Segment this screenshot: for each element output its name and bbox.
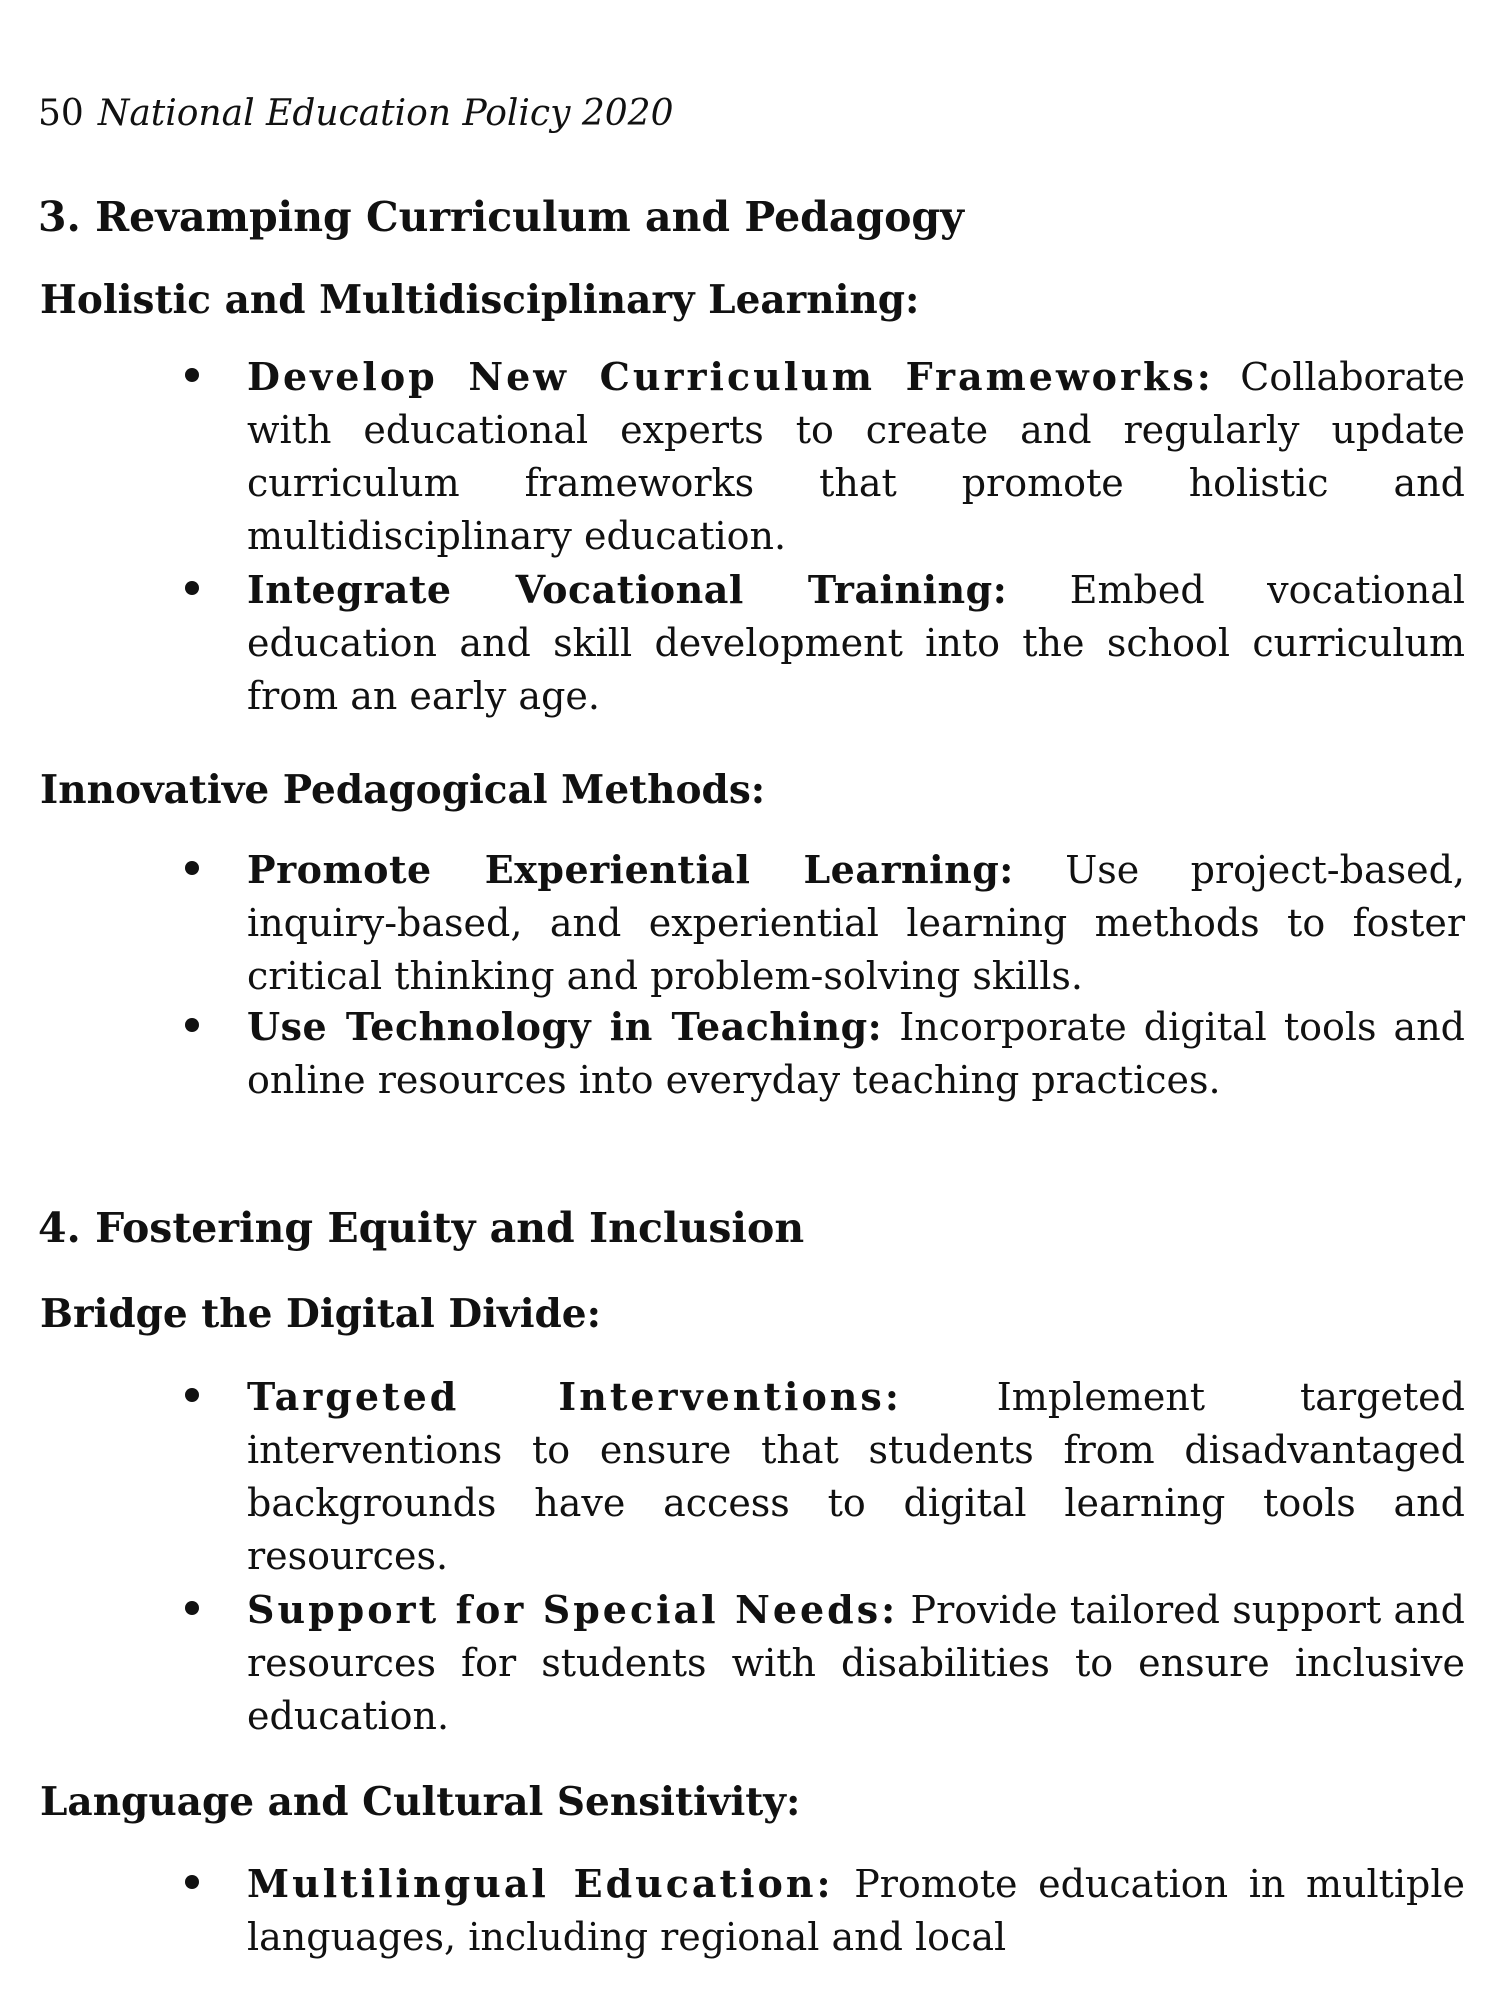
subsection-heading: Innovative Pedagogical Methods: <box>40 767 766 813</box>
bullet-icon <box>185 581 199 595</box>
bullet-icon <box>185 861 199 875</box>
subsection-heading: Language and Cultural Sensitivity: <box>40 1779 801 1825</box>
list-item <box>185 563 1465 723</box>
bullet-icon <box>185 1388 199 1402</box>
list-item <box>185 1000 1465 1107</box>
bullet-icon <box>185 1601 199 1615</box>
subsection-heading: Bridge the Digital Divide: <box>40 1291 602 1337</box>
item-lead: Support for Special Needs: <box>247 1587 899 1632</box>
item-text: Collaborate with educational experts to create and regularly update curriculum frameworks that promote holistic and multidisciplinary education. <box>247 355 1465 558</box>
item-lead: Develop New Curriculum Frameworks: <box>247 354 1214 399</box>
item-text: Promote education in multiple languages, including regional and local <box>247 1862 1465 1959</box>
bullet-icon <box>185 1875 199 1889</box>
bullet-icon <box>185 368 199 382</box>
item-lead: Promote Experiential Learning: <box>247 847 1014 892</box>
item-lead: Targeted Interventions: <box>247 1374 902 1419</box>
section-heading: 4. Fostering Equity and Inclusion <box>38 1204 805 1252</box>
item-lead: Integrate Vocational Training: <box>247 567 1008 612</box>
subsection-heading: Holistic and Multidisciplinary Learning: <box>40 277 920 323</box>
list-item <box>185 843 1465 1003</box>
page-number: 50 <box>38 93 84 134</box>
list-item <box>185 350 1465 563</box>
item-text: Embed vocational education and skill development into the school curriculum from an early age. <box>247 568 1465 718</box>
item-text: Implement targeted interventions to ensure that students from disadvantaged backgrounds have access to digital learning tools and resources. <box>247 1375 1465 1578</box>
book-title: National Education Policy 2020 <box>97 93 674 134</box>
section-heading: 3. Revamping Curriculum and Pedagogy <box>38 193 964 241</box>
list-item <box>185 1857 1465 1964</box>
item-text: Use project-based, inquiry-based, and experiential learning methods to foster critical thinking and problem-solving skills. <box>247 848 1465 998</box>
item-text: Incorporate digital tools and online resources into everyday teaching practices. <box>247 1005 1465 1102</box>
item-lead: Use Technology in Teaching: <box>247 1004 883 1049</box>
item-lead: Multilingual Education: <box>247 1861 834 1906</box>
list-item <box>185 1370 1465 1583</box>
list-item <box>185 1583 1465 1743</box>
bullet-icon <box>185 1018 199 1032</box>
running-head <box>38 92 673 136</box>
item-text: Provide tailored support and resources for students with disabilities to ensure inclusive education. <box>247 1588 1465 1738</box>
